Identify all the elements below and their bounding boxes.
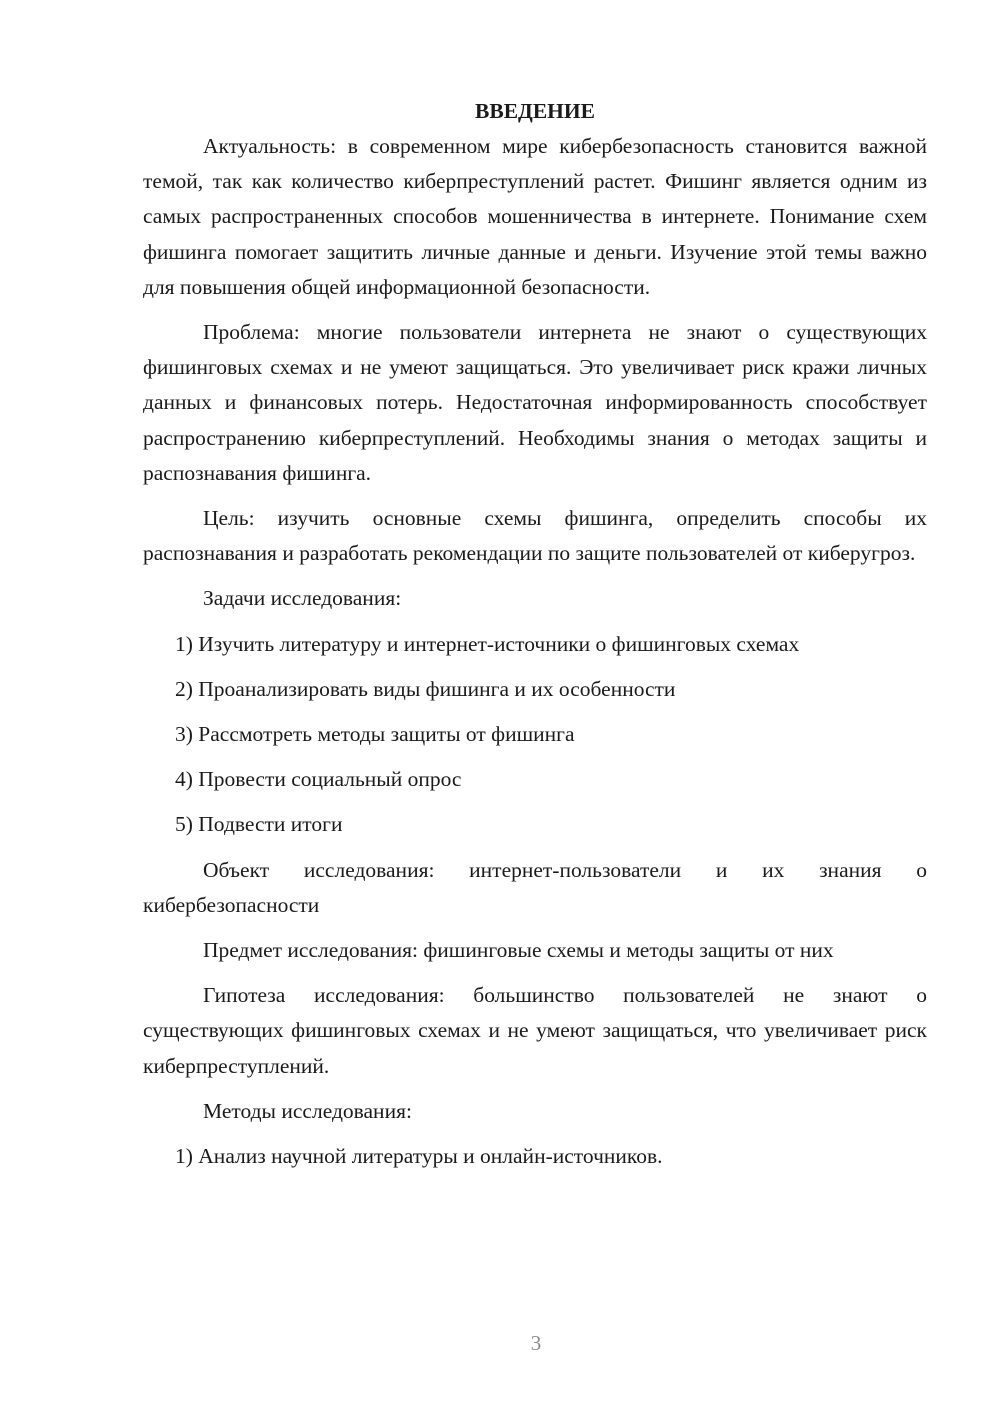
task-item-3: 3) Рассмотреть методы защиты от фишинга (175, 722, 575, 747)
task-item-4: 4) Провести социальный опрос (175, 767, 462, 792)
problem-paragraph: Проблема: многие пользователи интернета не знают о существующих фишинговых схемах и не умеют защищаться. Это увеличивает риск кражи личных данных и финансовых потерь. Недостаточная информированность способствует распространению киберпреступлений. Необходимы знания о методах защиты и распознавания фишинга. (143, 320, 927, 485)
subject-paragraph: Предмет исследования: фишинговые схемы и методы защиты от них (203, 938, 834, 963)
task-item-5: 5) Подвести итоги (175, 812, 343, 837)
page-number: 3 (530, 1331, 542, 1355)
page-content (143, 96, 927, 1184)
object-paragraph: Объект исследования: интернет-пользователи и их знания о кибербезопасности (143, 857, 927, 917)
page-title: ВВЕДЕНИЕ (475, 99, 595, 123)
methods-heading: Методы исследования: (203, 1098, 412, 1123)
tasks-heading: Задачи исследования: (203, 586, 402, 611)
task-item-2: 2) Проанализировать виды фишинга и их особенности (175, 676, 676, 701)
relevance-paragraph: Актуальность: в современном мире кибербезопасность становится важной темой, так как количество киберпреступлений растет. Фишинг является одним из самых распространенных способов мошенничества в интернете. Понимание схем фишинга помогает защитить личные данные и деньги. Изучение этой темы важно для повышения общей информационной безопасности. (143, 134, 927, 299)
goal-paragraph: Цель: изучить основные схемы фишинга, определить способы их распознавания и разработать рекомендации по защите пользователей от киберугроз. (143, 506, 927, 566)
hypothesis-paragraph: Гипотеза исследования: большинство пользователей не знают о существующих фишинговых схемах и не умеют защищаться, что увеличивает риск киберпреступлений. (143, 983, 927, 1078)
method-item-1: 1) Анализ научной литературы и онлайн-источников. (175, 1144, 663, 1169)
task-item-1: 1) Изучить литературу и интернет-источники о фишинговых схемах (175, 631, 800, 656)
